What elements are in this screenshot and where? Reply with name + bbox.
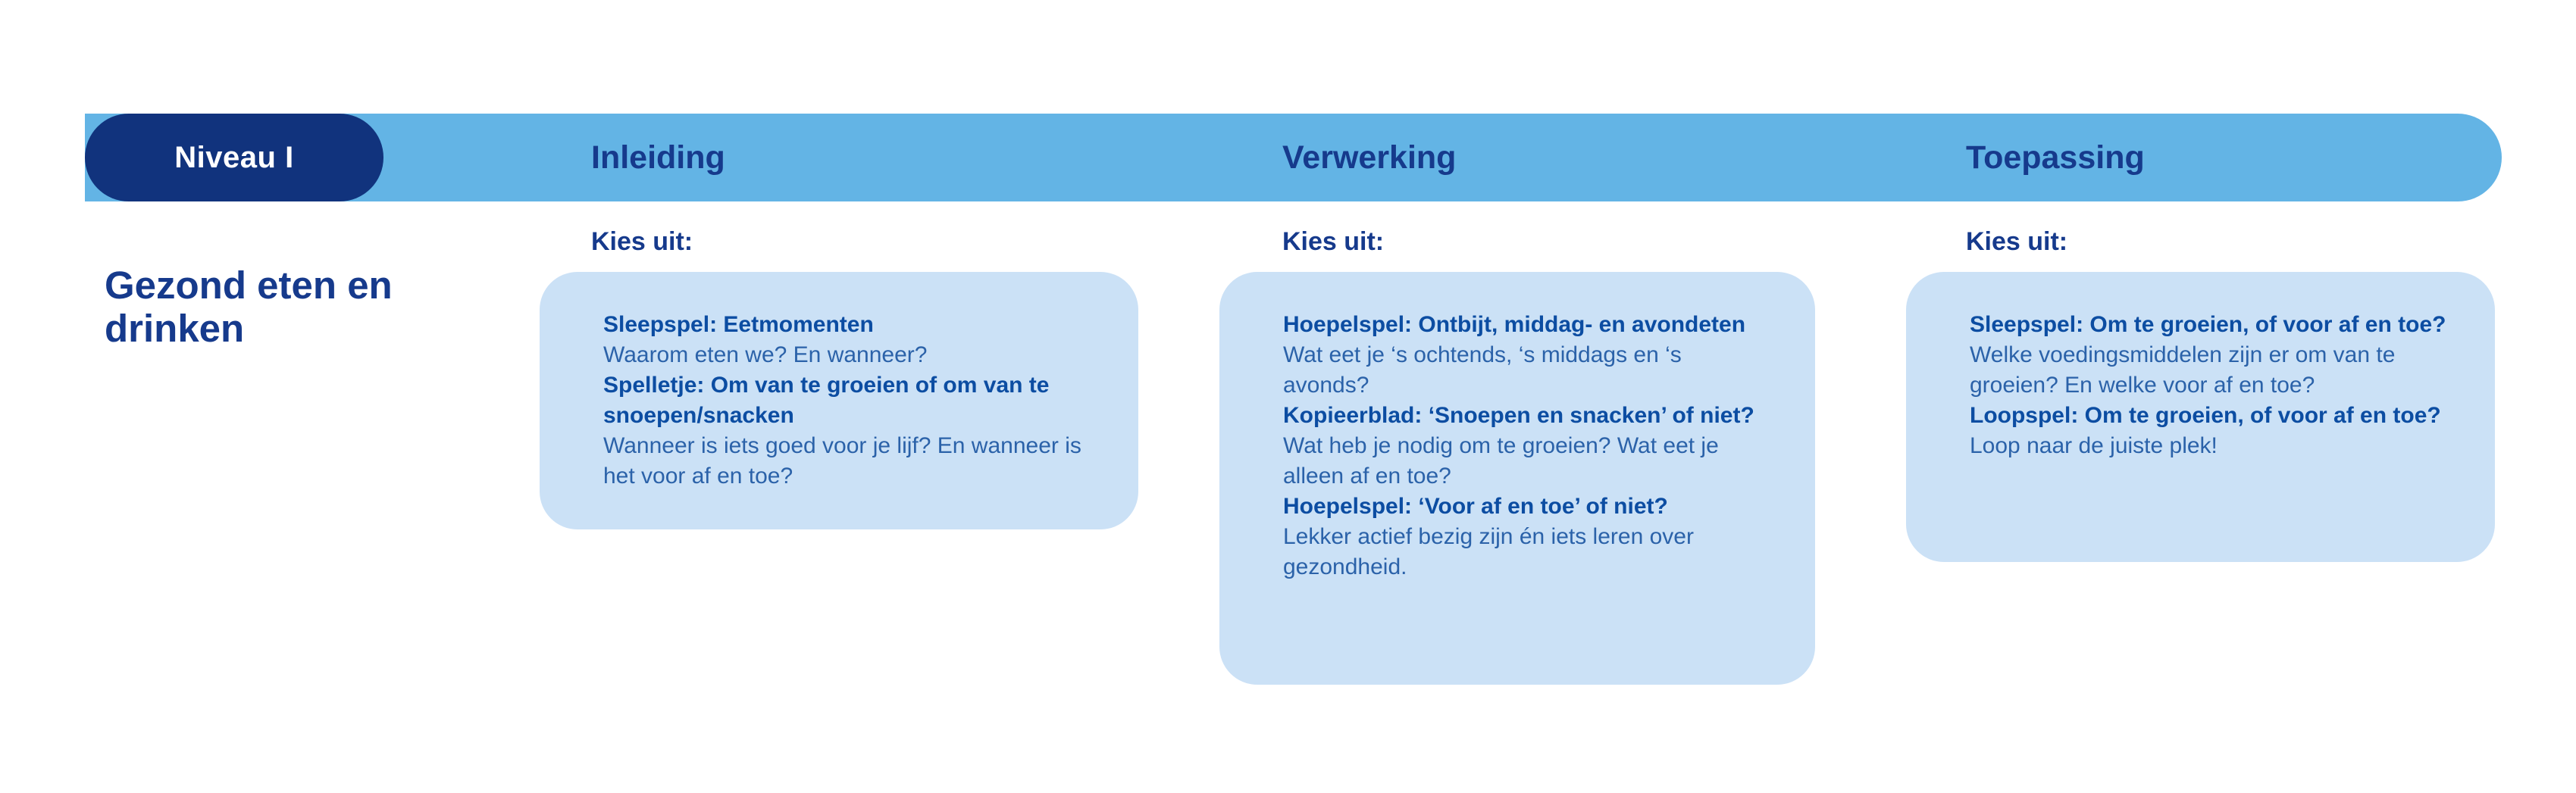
activity-description: Loop naar de juiste plek!	[1970, 433, 2218, 458]
kies-uit-label-verwerking: Kies uit:	[1282, 227, 1385, 256]
activity-card-toepassing	[1906, 272, 2495, 562]
activity-title: Hoepelspel: Ontbijt, middag- en avondeten	[1283, 312, 1746, 337]
activity-description: Welke voedingsmiddelen zijn er om van te groeien? En welke voor af en toe?	[1970, 342, 2396, 398]
column-header-toepassing: Toepassing	[1966, 139, 2145, 176]
activity-title: Loopspel: Om te groeien, of voor af en toe?	[1970, 403, 2441, 428]
activity-title: Sleepspel: Eetmomenten	[603, 312, 874, 337]
column-header-inleiding: Inleiding	[591, 139, 725, 176]
activity-title: Kopieerblad: ‘Snoepen en snacken’ of niet?	[1283, 403, 1754, 428]
activity-title: Sleepspel: Om te groeien, of voor af en toe?	[1970, 312, 2446, 337]
activity-description: Wat heb je nodig om te groeien? Wat eet je alleen af en toe?	[1283, 433, 1719, 489]
activity-description: Waarom eten we? En wanneer?	[603, 342, 928, 367]
activity-description: Wat eet je ‘s ochtends, ‘s middags en ‘s avonds?	[1283, 342, 1682, 398]
activity-card-inleiding	[540, 272, 1138, 529]
kies-uit-label-toepassing: Kies uit:	[1966, 227, 2068, 256]
activity-card-verwerking	[1219, 272, 1815, 685]
kies-uit-label-inleiding: Kies uit:	[591, 227, 693, 256]
activity-title: Hoepelspel: ‘Voor af en toe’ of niet?	[1283, 494, 1668, 519]
activity-description: Wanneer is iets goed voor je lijf? En wanneer is het voor af en toe?	[603, 433, 1081, 489]
level-label: Niveau I	[174, 140, 294, 174]
activity-title: Spelletje: Om van te groeien of om van te snoepen/snacken	[603, 373, 1050, 428]
column-header-verwerking: Verwerking	[1282, 139, 1457, 176]
level-tab[interactable]	[85, 114, 383, 201]
activity-description: Lekker actief bezig zijn én iets leren over gezondheid.	[1283, 524, 1694, 579]
row-title: Gezond eten en drinken	[105, 264, 393, 350]
